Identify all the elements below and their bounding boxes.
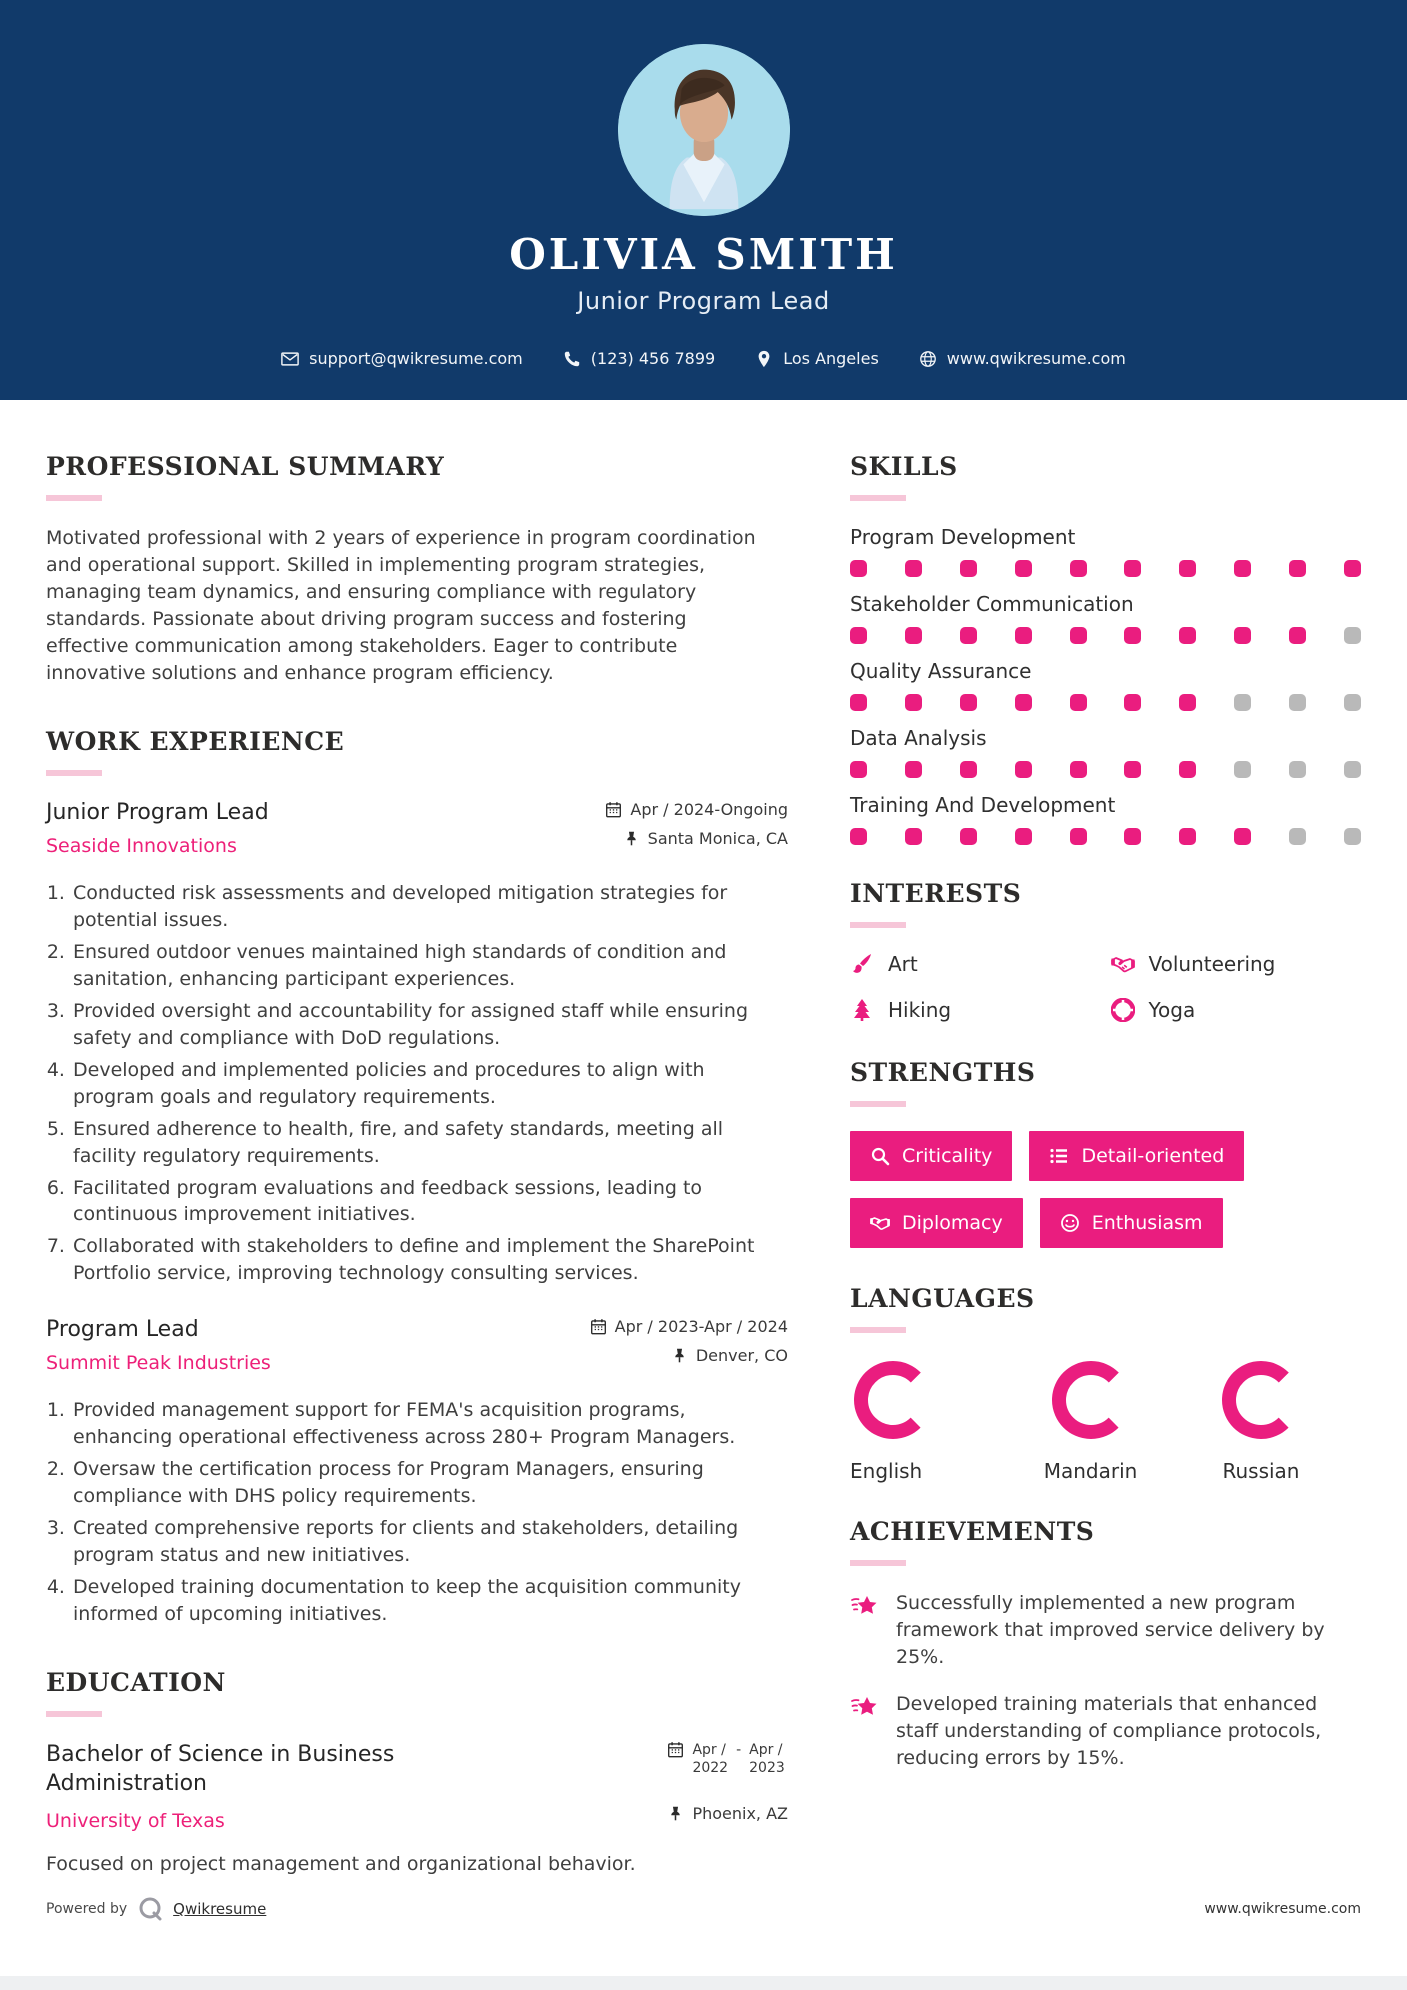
skill-dot-filled (1015, 828, 1032, 845)
skill-dot-filled (850, 694, 867, 711)
heading-underline (850, 1327, 906, 1333)
calendar-icon (605, 801, 622, 818)
edu-date-separator: - (736, 1742, 742, 1759)
handshake-icon (1111, 952, 1135, 976)
section-heading: ACHIEVEMENTS (850, 1517, 1095, 1546)
skill-dot-filled (850, 560, 867, 577)
calendar-icon (667, 1741, 684, 1758)
section-languages (850, 1284, 1361, 1483)
language-progress-ring (1218, 1357, 1304, 1443)
strength-badge-enthusiasm (1040, 1198, 1223, 1248)
job-title-subtitle: Junior Program Lead (577, 287, 830, 315)
education-note: Focused on project management and organizational behavior. (46, 1852, 636, 1875)
heading-underline (46, 1711, 102, 1717)
skill-dot-filled (1015, 560, 1032, 577)
skill-dot-filled (905, 761, 922, 778)
job-bullet: 3. Created comprehensive reports for clients and stakeholders, detailing program status and new initiatives. (71, 1515, 788, 1569)
right-column (850, 452, 1361, 1915)
skill-dot-empty (1289, 761, 1306, 778)
skill-row (850, 793, 1361, 845)
section-skills (850, 452, 1361, 845)
interest-item (850, 952, 1101, 976)
magnifier-icon (870, 1146, 890, 1166)
skill-dot-filled (960, 560, 977, 577)
skill-dot-filled (1179, 694, 1196, 711)
skill-dot-filled (905, 560, 922, 577)
main-content (0, 400, 1407, 1915)
edu-date-end-month: Apr / (749, 1742, 783, 1759)
contact-phone-text: (123) 456 7899 (590, 349, 716, 368)
section-strengths (850, 1058, 1361, 1248)
heading-underline (850, 1560, 906, 1566)
skill-dot-filled (905, 627, 922, 644)
job-date: Apr / 2023-Apr / 2024 (614, 1317, 788, 1337)
achievement-text: Developed training materials that enhanced staff understanding of compliance protocols, reducing errors by 15%. (896, 1692, 1322, 1769)
language-name: Russian (1222, 1459, 1300, 1483)
job-bullet-list (46, 880, 788, 1288)
language-item (1191, 1357, 1331, 1483)
language-progress-ring (1048, 1357, 1134, 1443)
skill-dot-filled (1015, 627, 1032, 644)
section-interests (850, 879, 1361, 1022)
skill-dot-empty (1234, 761, 1251, 778)
job-bullet: 2. Oversaw the certification process for Program Managers, ensuring compliance with DHS policy requirements. (71, 1456, 788, 1510)
section-heading: INTERESTS (850, 879, 1022, 908)
achievement-item (850, 1691, 1361, 1772)
list-icon (1049, 1146, 1069, 1166)
education-meta (667, 1741, 788, 1832)
job-bullet: 4. Developed and implemented policies and procedures to align with program goals and regulatory requirements. (71, 1057, 788, 1111)
edu-date-start-year: 2022 (692, 1760, 729, 1777)
skill-dot-filled (1070, 627, 1087, 644)
section-achievements (850, 1517, 1361, 1772)
achievement-item (850, 1590, 1361, 1671)
job-bullet: 7. Collaborated with stakeholders to define and implement the SharePoint Portfolio service, improving technology consulting services. (71, 1233, 788, 1287)
interest-label: Hiking (888, 998, 952, 1022)
skill-name: Training And Development (850, 793, 1116, 817)
strength-label: Diplomacy (902, 1212, 1003, 1234)
skill-dot-filled (905, 694, 922, 711)
contact-email[interactable] (281, 349, 523, 368)
job-bullet: 3. Provided oversight and accountability for assigned staff while ensuring safety and compliance with DoD regulations. (71, 998, 788, 1052)
job-entry (46, 800, 788, 1288)
section-heading: STRENGTHS (850, 1058, 1036, 1087)
smiley-icon (1060, 1213, 1080, 1233)
education-date (667, 1741, 788, 1777)
pushpin-icon (667, 1805, 684, 1822)
job-company: Seaside Innovations (46, 834, 237, 857)
skill-dot-filled (1124, 694, 1141, 711)
job-company: Summit Peak Industries (46, 1352, 271, 1375)
section-heading: EDUCATION (46, 1668, 226, 1698)
job-bullet: 6. Facilitated program evaluations and feedback sessions, leading to continuous improvement initiatives. (71, 1175, 788, 1229)
skill-name: Program Development (850, 525, 1076, 549)
skill-dot-filled (1289, 627, 1306, 644)
job-bullet: 5. Ensured adherence to health, fire, and safety standards, meeting all facility regulatory requirements. (71, 1116, 788, 1170)
lifebuoy-icon (1111, 998, 1135, 1022)
job-bullet: 1. Provided management support for FEMA's acquisition programs, enhancing operational effectiveness across 280+ Program Managers. (71, 1397, 788, 1451)
degree-title: Bachelor of Science in Business Administration (46, 1742, 395, 1796)
edu-date-start-month: Apr / (692, 1742, 726, 1759)
contact-location-text: Los Angeles (783, 349, 879, 368)
job-location: Denver, CO (695, 1346, 788, 1366)
pushpin-icon (623, 830, 640, 847)
skill-rating (850, 694, 1361, 711)
interest-label: Volunteering (1148, 952, 1276, 976)
job-title: Junior Program Lead (46, 799, 269, 825)
section-heading: WORK EXPERIENCE (46, 726, 345, 756)
skill-row (850, 659, 1361, 711)
skill-row (850, 525, 1361, 577)
skill-rating (850, 828, 1361, 845)
skill-dot-empty (1289, 828, 1306, 845)
skill-rating (850, 761, 1361, 778)
footer-site-url: www.qwikresume.com (1204, 1901, 1361, 1917)
powered-by-label: Powered by (46, 1901, 128, 1917)
skill-dot-filled (1070, 560, 1087, 577)
qwikresume-logo-icon (137, 1896, 163, 1922)
shooting-star-icon (850, 1592, 880, 1622)
skill-dot-filled (1234, 627, 1251, 644)
heading-underline (850, 922, 906, 928)
interest-item (850, 998, 1101, 1022)
skill-name: Stakeholder Communication (850, 592, 1134, 616)
paintbrush-icon (850, 952, 874, 976)
skill-row (850, 726, 1361, 778)
skill-dot-filled (1234, 828, 1251, 845)
section-education (46, 1668, 788, 1874)
heading-underline (46, 495, 102, 501)
heading-underline (850, 1101, 906, 1107)
skill-dot-filled (1124, 828, 1141, 845)
skill-dot-empty (1344, 828, 1361, 845)
skill-dot-filled (1124, 560, 1141, 577)
skill-name: Quality Assurance (850, 659, 1032, 683)
edu-date-end-year: 2023 (749, 1760, 785, 1777)
language-item (850, 1357, 990, 1483)
job-title: Program Lead (46, 1317, 199, 1343)
school-name: University of Texas (46, 1810, 225, 1833)
page-title-name: OLIVIA SMITH (509, 230, 898, 279)
skill-dot-filled (1124, 761, 1141, 778)
globe-icon (919, 350, 937, 368)
shooting-star-icon (850, 1693, 880, 1723)
job-bullet: 1. Conducted risk assessments and developed mitigation strategies for potential issues. (71, 880, 788, 934)
job-entry (46, 1317, 788, 1628)
skill-dot-filled (1179, 761, 1196, 778)
skill-dot-filled (1070, 761, 1087, 778)
language-progress-ring (850, 1357, 936, 1443)
skill-dot-filled (1124, 627, 1141, 644)
skill-dot-filled (850, 761, 867, 778)
skill-dot-filled (1179, 560, 1196, 577)
strength-label: Criticality (902, 1145, 993, 1167)
phone-icon (563, 350, 581, 368)
language-item (1021, 1357, 1161, 1483)
pushpin-icon (671, 1347, 688, 1364)
skill-dot-empty (1234, 694, 1251, 711)
contact-phone (563, 349, 715, 368)
summary-text: Motivated professional with 2 years of experience in program coordination and operational support. Skilled in implementing program strategies, managing team dynamics, and ensuring compliance with regulatory standards. Passionate about driving program success and fostering effective communication among stakeholders. Eager to contribute innovative solutions and enhance program efficiency. (46, 527, 756, 684)
job-bullet: 2. Ensured outdoor venues maintained high standards of condition and sanitation, enhancing participant experiences. (71, 939, 788, 993)
left-column (46, 452, 788, 1915)
skill-dot-empty (1344, 627, 1361, 644)
contact-location (755, 349, 879, 368)
contact-website[interactable] (919, 349, 1126, 368)
skill-name: Data Analysis (850, 726, 987, 750)
skill-dot-empty (1344, 761, 1361, 778)
skill-dot-filled (960, 828, 977, 845)
skill-dot-filled (960, 627, 977, 644)
job-bullet-list (46, 1397, 788, 1628)
bottom-strip (0, 1976, 1407, 1990)
interest-label: Yoga (1148, 998, 1196, 1022)
strength-badge-detail-oriented (1029, 1131, 1244, 1181)
contact-row (0, 349, 1407, 368)
skill-dot-empty (1289, 694, 1306, 711)
achievement-text: Successfully implemented a new program framework that improved service delivery by 25%. (896, 1592, 1325, 1668)
skill-dot-filled (850, 627, 867, 644)
skill-dot-filled (960, 694, 977, 711)
handshake-icon (870, 1213, 890, 1233)
email-icon (281, 350, 299, 368)
contact-website-text: www.qwikresume.com (946, 349, 1126, 368)
heading-underline (850, 495, 906, 501)
skill-dot-filled (1289, 560, 1306, 577)
qwikresume-brand-link[interactable]: Qwikresume (173, 1900, 267, 1918)
heading-underline (46, 770, 102, 776)
skill-dot-filled (960, 761, 977, 778)
skill-dot-filled (1015, 761, 1032, 778)
interest-item (1111, 952, 1362, 976)
job-meta (605, 800, 788, 858)
strength-label: Enthusiasm (1091, 1212, 1203, 1234)
skill-dot-filled (1179, 828, 1196, 845)
location-pin-icon (755, 350, 773, 368)
job-bullet: 4. Developed training documentation to keep the acquisition community informed of upcoming initiatives. (71, 1574, 788, 1628)
calendar-icon (590, 1318, 607, 1335)
job-date: Apr / 2024-Ongoing (630, 799, 788, 819)
skill-dot-filled (905, 828, 922, 845)
skill-rating (850, 627, 1361, 644)
section-heading: LANGUAGES (850, 1284, 1035, 1313)
skill-dot-filled (1179, 627, 1196, 644)
section-heading: PROFESSIONAL SUMMARY (46, 452, 445, 481)
language-name: Mandarin (1043, 1459, 1138, 1483)
strength-label: Detail-oriented (1081, 1145, 1225, 1167)
skill-dot-filled (1015, 694, 1032, 711)
language-name: English (850, 1459, 923, 1483)
education-location: Phoenix, AZ (692, 1803, 788, 1823)
footer (46, 1896, 1361, 1922)
skill-dot-filled (1070, 828, 1087, 845)
tree-icon (850, 998, 874, 1022)
interest-item (1111, 998, 1362, 1022)
strength-badge-diplomacy (850, 1198, 1023, 1248)
strength-badge-criticality (850, 1131, 1012, 1181)
profile-photo-illustration (618, 44, 790, 216)
skill-dot-filled (1344, 560, 1361, 577)
avatar (618, 44, 790, 216)
section-work-experience (46, 727, 788, 1628)
skill-dot-filled (850, 828, 867, 845)
job-location: Santa Monica, CA (647, 828, 788, 848)
skill-dot-filled (1234, 560, 1251, 577)
job-meta (590, 1317, 788, 1375)
section-heading: SKILLS (850, 452, 958, 481)
skill-row (850, 592, 1361, 644)
skill-dot-filled (1070, 694, 1087, 711)
section-professional-summary (46, 452, 788, 687)
skill-rating (850, 560, 1361, 577)
header-banner (0, 0, 1407, 400)
contact-email-text: support@qwikresume.com (309, 349, 523, 368)
interest-label: Art (888, 952, 918, 976)
skill-dot-empty (1344, 694, 1361, 711)
